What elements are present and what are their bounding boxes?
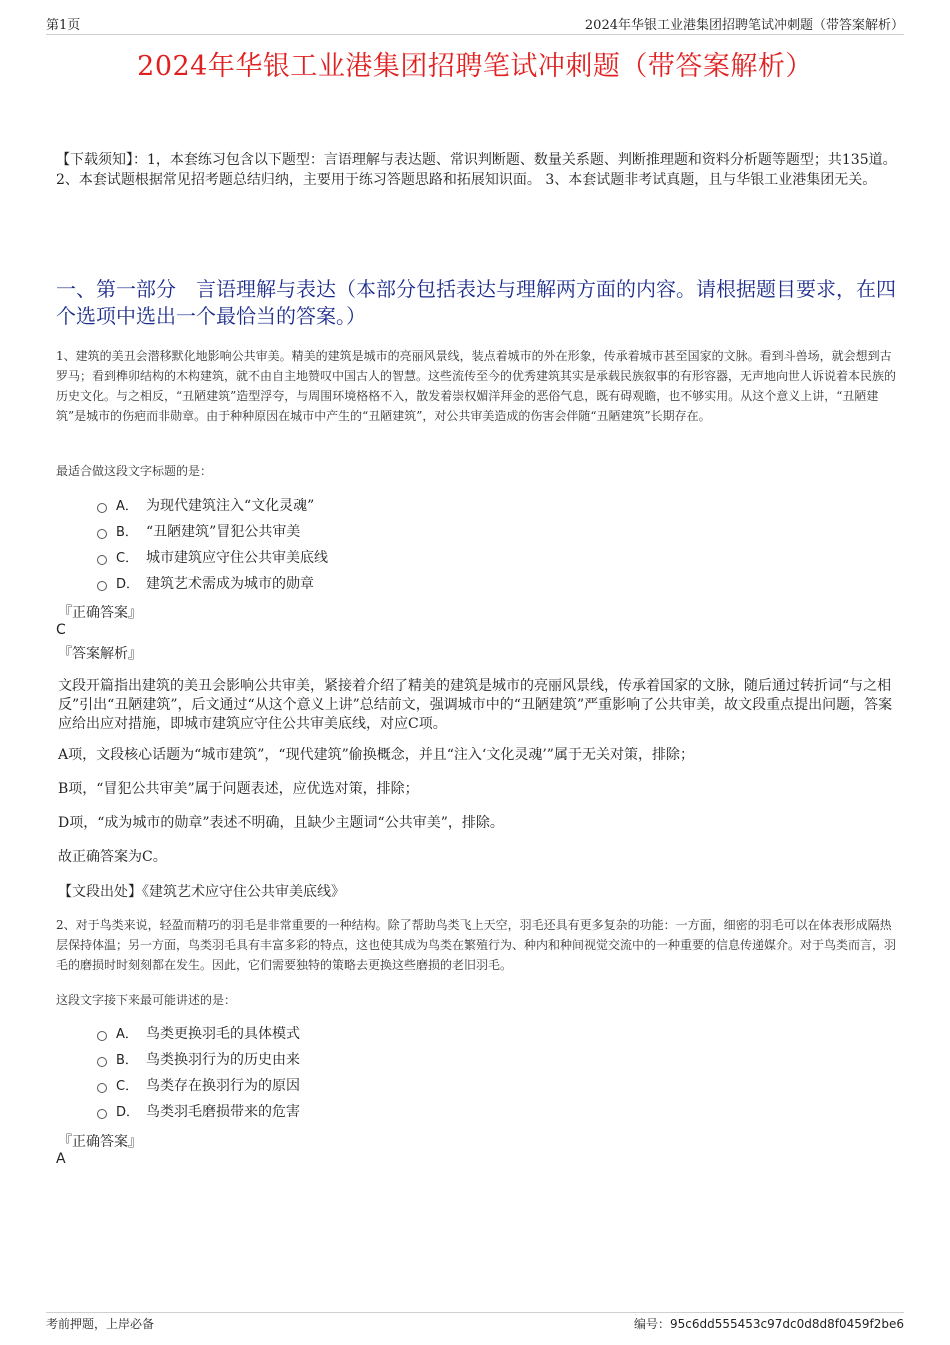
option-text: 为现代建筑注入“文化灵魂”: [146, 498, 315, 514]
option-letter: A．: [116, 1027, 138, 1042]
radio-icon[interactable]: [97, 1031, 107, 1041]
footer-code-value: 95c6dd555453c97dc0d8d8f0459f2be6: [669, 1317, 904, 1331]
radio-icon[interactable]: [97, 529, 107, 539]
q2-answer-label: 『正确答案』: [58, 1134, 142, 1150]
q2-passage: 2、对于鸟类来说，轻盈而精巧的羽毛是非常重要的一种结构。除了帮助鸟类飞上天空，羽毛还具有更多复杂的功能：一方面，细密的羽毛可以在体表形成隔热层保持体温；另一方面，鸟类羽毛具有丰富多彩的特点，这也使其成为鸟类在繁殖行为、种内和种间视觉交流中的一种重要的信息传递媒介。对于鸟类而言，羽毛的磨损时时刻刻都在发生。因此，它们需要独特的策略去更换这些磨损的老旧羽毛。: [56, 918, 897, 972]
q2-prompt: 这段文字接下来最可能讲述的是：: [56, 993, 237, 1007]
option-letter: B．: [116, 525, 138, 540]
option-letter: D．: [116, 577, 140, 592]
section-heading: 一、第一部分 言语理解与表达（本部分包括表达与理解两方面的内容。请根据题目要求，在四个选项中选出一个最恰当的答案。）: [56, 277, 896, 328]
option-letter: D．: [116, 1105, 140, 1120]
page-footer: [46, 1312, 904, 1331]
option-text: “丑陋建筑”冒犯公共审美: [146, 524, 301, 540]
option-text: 鸟类换羽行为的历史由来: [146, 1052, 300, 1068]
q1-option-d[interactable]: [97, 574, 314, 594]
option-letter: B．: [116, 1053, 138, 1068]
option-text: 建筑艺术需成为城市的勋章: [146, 576, 314, 592]
q1-analysis-d: D项，“成为城市的勋章”表述不明确，且缺少主题词“公共审美”，排除。: [58, 815, 504, 831]
option-text: 城市建筑应守住公共审美底线: [146, 550, 328, 566]
radio-icon[interactable]: [97, 503, 107, 513]
download-notice: 【下载须知】：1，本套练习包含以下题型：言语理解与表达题、常识判断题、数量关系题、判断推理题和资料分析题等题型；共135道。 2、本套试题根据常见招考题总结归纳，主要用于练习答题思路和拓展知识面。 3、本套试题非考试真题，且与华银工业港集团无关。: [56, 152, 897, 188]
q2-option-b[interactable]: [97, 1050, 300, 1070]
radio-icon[interactable]: [97, 1083, 107, 1093]
document-title: 2024年华银工业港集团招聘笔试冲刺题（带答案解析）: [137, 51, 813, 82]
footer-code-label: 编号：: [633, 1317, 670, 1331]
q1-analysis-label: 『答案解析』: [58, 646, 142, 662]
page-header: [46, 14, 904, 35]
q1-answer-label: 『正确答案』: [58, 605, 142, 621]
header-doc-title: 2024年华银工业港集团招聘笔试冲刺题（带答案解析）: [584, 18, 904, 33]
option-text: 鸟类存在换羽行为的原因: [146, 1078, 300, 1094]
q1-option-c[interactable]: [97, 548, 328, 568]
q1-passage: 1、建筑的美丑会潜移默化地影响公共审美。精美的建筑是城市的亮丽风景线，装点着城市的外在形象，传承着城市甚至国家的文脉。看到斗兽场，就会想到古罗马；看到榫卯结构的木构建筑，就不由自主地赞叹中国古人的智慧。这些流传至今的优秀建筑其实是承载民族叙事的有形容器，无声地向世人诉说着本民族的历史文化。与之相反，“丑陋建筑”造型浮夸，与周围环境格格不入，散发着崇权媚洋拜金的恶俗气息，既有碍观瞻，也不够实用。从这个意义上讲，“丑陋建筑”是城市的伤疤而非勋章。由于种种原因在城市中产生的“丑陋建筑”，对公共审美造成的伤害会伴随“丑陋建筑”长期存在。: [56, 349, 897, 423]
q1-option-a[interactable]: [97, 496, 314, 516]
q1-analysis-b: B项，“冒犯公共审美”属于问题表述，应优选对策，排除；: [58, 781, 419, 797]
page-number: 第1页: [46, 18, 81, 33]
q1-answer: C: [56, 622, 66, 638]
radio-icon[interactable]: [97, 555, 107, 565]
q2-option-d[interactable]: [97, 1102, 300, 1122]
option-text: 鸟类羽毛磨损带来的危害: [146, 1104, 300, 1120]
q1-prompt: 最适合做这段文字标题的是：: [56, 464, 213, 478]
footer-code: [634, 1315, 904, 1332]
q1-analysis-conclusion: 故正确答案为C。: [58, 849, 167, 865]
footer-slogan: 考前押题，上岸必备: [46, 1317, 155, 1331]
radio-icon[interactable]: [97, 1109, 107, 1119]
option-letter: C．: [116, 551, 139, 566]
q2-option-a[interactable]: [97, 1024, 300, 1044]
radio-icon[interactable]: [97, 581, 107, 591]
option-text: 鸟类更换羽毛的具体模式: [146, 1026, 300, 1042]
q1-analysis-a: A项，文段核心话题为“城市建筑”，“现代建筑”偷换概念，并且“注入‘文化灵魂’”属于无关对策，排除；: [58, 747, 694, 763]
q1-source: 【文段出处】《建筑艺术应守住公共审美底线》: [58, 884, 345, 900]
option-letter: C．: [116, 1079, 139, 1094]
option-letter: A．: [116, 499, 138, 514]
radio-icon[interactable]: [97, 1057, 107, 1067]
q2-answer: A: [56, 1151, 66, 1167]
q1-option-b[interactable]: [97, 522, 300, 542]
q2-option-c[interactable]: [97, 1076, 300, 1096]
q1-analysis-main: 文段开篇指出建筑的美丑会影响公共审美，紧接着介绍了精美的建筑是城市的亮丽风景线，传承着国家的文脉，随后通过转折词“与之相反”引出“丑陋建筑”，后文通过“从这个意义上讲”总结前文，强调城市中的“丑陋建筑”严重影响了公共审美，故文段重点提出问题，答案应给出应对措施，即城市建筑应守住公共审美底线，对应C项。: [58, 678, 893, 732]
